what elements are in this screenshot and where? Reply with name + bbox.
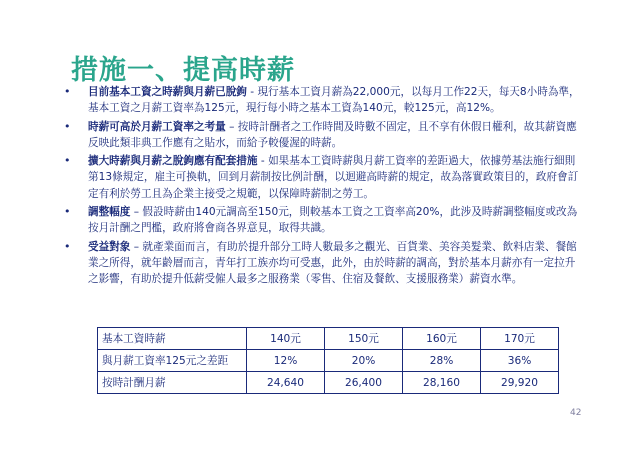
bullet-dot-icon: • [64,239,71,253]
bullet-separator: - [246,86,258,98]
table-cell: 29,920 [481,372,559,394]
bullet-dot-icon: • [64,154,71,168]
bullet-item [62,153,582,202]
bullet-heading: 受益對象 [88,240,131,253]
table-row [98,328,559,350]
wage-table-container [97,327,559,394]
table-cell: 170元 [481,328,559,350]
bullet-item [62,239,582,288]
bullet-item [62,204,582,237]
bullet-heading: 目前基本工資之時薪與月薪已脫鉤 [88,86,247,98]
bullet-list [62,84,582,290]
table-cell: 20% [325,350,403,372]
bullet-heading: 調整幅度 [88,206,131,219]
bullet-body: 假設時薪由140元調高至150元，則較基本工資之工資率高20%，此涉及時薪調整幅度或改為按月計酬之門檻，政府將會商各界意見，取得共識。 [88,206,578,235]
bullet-body: 現行基本工資月薪為22,000元，以每月工作22天，每天8小時為準，基本工資之月薪工資率為125元，現行每小時之基本工資為140元，較125元，高12%。 [88,86,580,115]
bullet-heading: 時薪可高於月薪工資率之考量 [88,120,226,133]
bullet-dot-icon: • [64,119,71,133]
row-label: 基本工資時薪 [98,328,247,350]
row-label: 與月薪工資率125元之差距 [98,350,247,372]
bullet-dot-icon: • [64,205,71,219]
bullet-separator: – [130,206,143,219]
bullet-item [62,84,582,117]
table-cell: 12% [247,350,325,372]
table-cell: 160元 [403,328,481,350]
table-cell: 24,640 [247,372,325,394]
table-cell: 28,160 [403,372,481,394]
wage-table [97,327,559,394]
table-cell: 36% [481,350,559,372]
bullet-heading: 擴大時薪與月薪之脫鉤應有配套措施 [88,155,258,168]
bullet-separator: – [130,240,143,253]
bullet-dot-icon: • [64,85,71,98]
bullet-separator: – [225,120,238,133]
bullet-item [62,119,582,152]
table-row [98,350,559,372]
table-cell: 28% [403,350,481,372]
bullet-body: 如果基本工資時薪與月薪工資率的差距過大，依據勞基法施行細則第13條規定，雇主可換軌，回到月薪制按比例計酬，以迴避高時薪的規定，故為落實政策目的，政府會訂定有利於勞工且為企業主接受之規範，以保障時薪制之勞工。 [88,155,579,200]
table-row [98,372,559,394]
table-cell: 150元 [325,328,403,350]
table-cell: 140元 [247,328,325,350]
slide-title: 措施一、提高時薪 [71,55,295,86]
bullet-body: 按時計酬者之工作時間及時數不固定，且不享有休假日權利，故其薪資應反映此類非典工作應有之貼水，而給予較優渥的時薪。 [88,120,577,149]
bullet-separator: - [257,155,269,168]
table-cell: 26,400 [325,372,403,394]
page-number: 42 [570,408,582,418]
bullet-body: 就產業面而言，有助於提升部分工時人數最多之觀光、百貨業、美容美髮業、飲料店業、餐館業之所得，就年齡層而言，青年打工族亦均可受惠，此外，由於時薪的調高，對於基本月薪亦有一定拉升之影響，有助於提升低薪受僱人最多之服務業（零售、住宿及餐飲、支援服務業）薪資水準。 [88,240,577,286]
row-label: 按時計酬月薪 [98,372,247,394]
